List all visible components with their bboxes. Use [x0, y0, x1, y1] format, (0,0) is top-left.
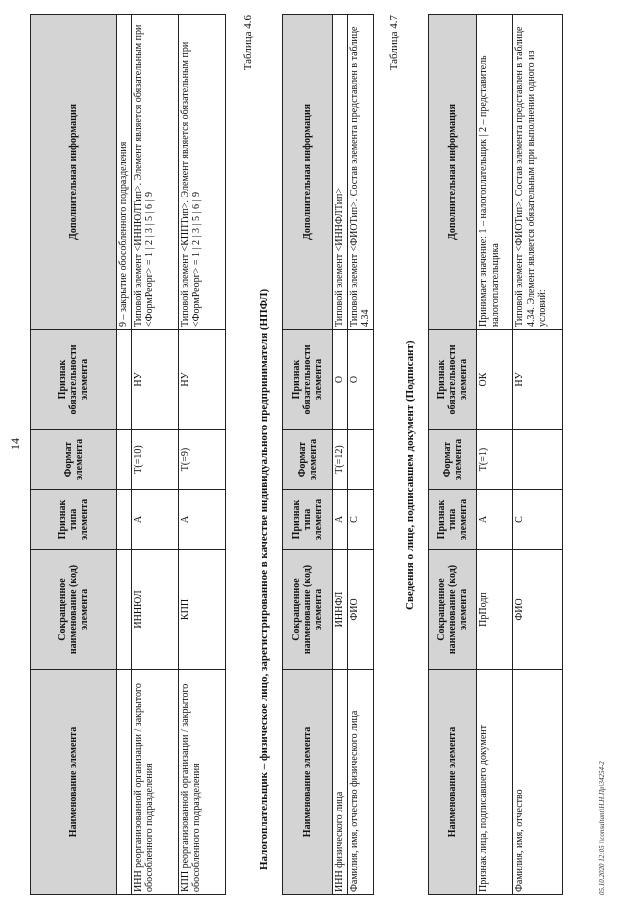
header-mandatory: Признак обязательности элемента [429, 330, 477, 430]
cell-name: Фамилия, имя, отчество [513, 670, 563, 895]
table-row [117, 15, 132, 895]
header-info: Дополнительная информация [31, 15, 117, 330]
table-row [477, 15, 513, 895]
cell-name: Признак лица, подписавшего документ [477, 670, 513, 895]
table-row [178, 15, 225, 895]
table-header-row [283, 15, 333, 895]
table-header-row [31, 15, 117, 895]
header-mandatory: Признак обязательности элемента [31, 330, 117, 430]
header-type: Признак типа элемента [31, 490, 117, 550]
cell-format: Т(=12) [333, 430, 348, 490]
header-code: Сокращенное наименование (код) элемента [31, 550, 117, 670]
table-row [513, 15, 563, 895]
cell-code [117, 550, 132, 670]
cell-mandatory: О [333, 330, 348, 430]
table-title: Сведения о лице, подписавшем документ (Подписант) [404, 340, 416, 610]
cell-mandatory: О [347, 330, 373, 430]
cell-format: Т(=10) [131, 430, 178, 490]
cell-mandatory [117, 330, 132, 430]
cell-name: КПП реорганизованной организации / закрытого обособленного подразделения [178, 670, 225, 895]
cell-code: ФИО [513, 550, 563, 670]
cell-name: ИНН физического лица [333, 670, 348, 895]
cell-name [117, 670, 132, 895]
header-type: Признак типа элемента [283, 490, 333, 550]
cell-info: 9 – закрытие обособленного подразделения [117, 15, 132, 330]
cell-mandatory: НУ [513, 330, 563, 430]
cell-code: ФИО [347, 550, 373, 670]
cell-format [513, 430, 563, 490]
table-reorganization [30, 14, 226, 895]
cell-info: Типовой элемент <КППТип>. Элемент является обязательным при <ФормРеорг> = 1 | 2 | 3 | 5 | 6 | 9 [178, 15, 225, 330]
cell-info: Типовой элемент <ФИОТип>. Состав элемента представлен в таблице 4.34 [347, 15, 373, 330]
cell-type: С [347, 490, 373, 550]
cell-format: Т(=9) [178, 430, 225, 490]
cell-code: ИННФЛ [333, 550, 348, 670]
cell-name: ИНН реорганизованной организации / закрытого обособленного подразделения [131, 670, 178, 895]
table-individual-entrepreneur [282, 14, 374, 895]
header-mandatory: Признак обязательности элемента [283, 330, 333, 430]
footer-stamp: 05.10.2020 12:05 \\consultant\Н.Н.Пр\34254-2 [598, 761, 606, 895]
header-code: Сокращенное наименование (код) элемента [283, 550, 333, 670]
table-label: Таблица 4.6 [242, 15, 254, 71]
cell-code: ИННЮЛ [131, 550, 178, 670]
header-name: Наименование элемента [429, 670, 477, 895]
cell-code: КПП [178, 550, 225, 670]
cell-mandatory: НУ [178, 330, 225, 430]
cell-info: Типовой элемент <ИННЮЛТип>. Элемент является обязательным при <ФормРеорг> = 1 | 2 | 3 | 5 | 6 | 9 [131, 15, 178, 330]
table-signatory [428, 14, 563, 895]
cell-format: Т(=1) [477, 430, 513, 490]
cell-type: А [477, 490, 513, 550]
header-info: Дополнительная информация [283, 15, 333, 330]
cell-format [347, 430, 373, 490]
header-format: Формат элемента [31, 430, 117, 490]
table-title: Налогоплательщик – физическое лицо, зарегистрированное в качестве индивидуального предпринимателя (НПФЛ) [258, 288, 270, 870]
cell-info: Типовой элемент <ФИОТип>. Состав элемента представлен в таблице 4.34. Элемент является обязательным при выполнении одного из условий: [513, 15, 563, 330]
cell-format [117, 430, 132, 490]
header-code: Сокращенное наименование (код) элемента [429, 550, 477, 670]
cell-type: С [513, 490, 563, 550]
header-name: Наименование элемента [31, 670, 117, 895]
cell-info: Принимает значение: 1 – налогоплательщик | 2 – представитель налогоплательщика [477, 15, 513, 330]
cell-mandatory: НУ [131, 330, 178, 430]
header-info: Дополнительная информация [429, 15, 477, 330]
cell-type [117, 490, 132, 550]
header-type: Признак типа элемента [429, 490, 477, 550]
table-row [347, 15, 373, 895]
cell-info: Типовой элемент <ИННФЛТип> [333, 15, 348, 330]
header-format: Формат элемента [429, 430, 477, 490]
table-row [333, 15, 348, 895]
table-row [131, 15, 178, 895]
table-header-row [429, 15, 477, 895]
cell-type: А [333, 490, 348, 550]
header-name: Наименование элемента [283, 670, 333, 895]
table-label: Таблица 4.7 [388, 15, 400, 71]
cell-mandatory: ОК [477, 330, 513, 430]
cell-name: Фамилия, имя, отчество физического лица [347, 670, 373, 895]
cell-type: А [178, 490, 225, 550]
header-format: Формат элемента [283, 430, 333, 490]
page-number: 14 [8, 438, 22, 450]
cell-type: А [131, 490, 178, 550]
cell-code: ПрПодп [477, 550, 513, 670]
